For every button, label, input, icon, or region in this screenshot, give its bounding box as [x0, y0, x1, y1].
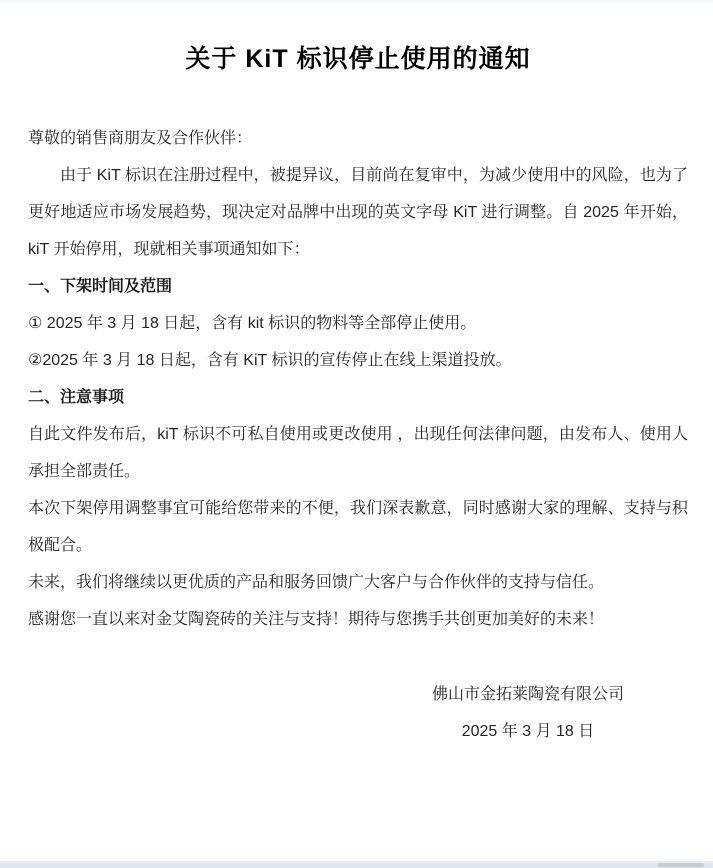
- future-commitment-paragraph: 未来，我们将继续以更优质的产品和服务回馈广大客户与合作伙伴的支持与信任。: [28, 574, 605, 591]
- section-1-item-2: ②2025 年 3 月 18 日起，含有 KiT 标识的宣传停止在线上渠道投放。: [28, 352, 512, 369]
- intro-paragraph: 由于 KiT 标识在注册过程中，被提异议，目前尚在复审中，为减少使用中的风险，也为了更好地适应市场发展趋势，现决定对品牌中出现的英文字母 KiT 进行调整。自 2025 年开始，kiT 开始停用，现就相关事项通知如下：: [28, 167, 688, 258]
- signature-company: 佛山市金拓莱陶瓷有限公司: [431, 686, 624, 703]
- section-2-heading: 二、注意事项: [28, 389, 125, 406]
- signature-date: 2025 年 3 月 18 日: [461, 723, 595, 740]
- notice-liability-paragraph: 自此文件发布后，kiT 标识不可私自使用或更改使用 ，出现任何法律问题，由发布人、使用人承担全部责任。: [28, 426, 688, 480]
- section-1-item-1: ① 2025 年 3 月 18 日起，含有 kit 标识的物料等全部停止使用。: [28, 315, 477, 332]
- signature-block: [368, 676, 688, 750]
- page-title: 关于 KiT 标识停止使用的通知: [185, 45, 531, 73]
- section-1-heading: 一、下架时间及范围: [28, 278, 173, 295]
- apology-paragraph: 本次下架停用调整事宜可能给您带来的不便，我们深表歉意，同时感谢大家的理解、支持与积极配合。: [28, 500, 688, 554]
- document-content: [28, 0, 688, 750]
- horizontal-scrollbar-thumb[interactable]: [658, 863, 704, 867]
- horizontal-scrollbar-track[interactable]: [0, 861, 713, 868]
- thanks-paragraph: 感谢您一直以来对金艾陶瓷砖的关注与支持！期待与您携手共创更加美好的未来！: [28, 611, 605, 628]
- salutation: 尊敬的销售商朋友及合作伙伴：: [28, 130, 253, 147]
